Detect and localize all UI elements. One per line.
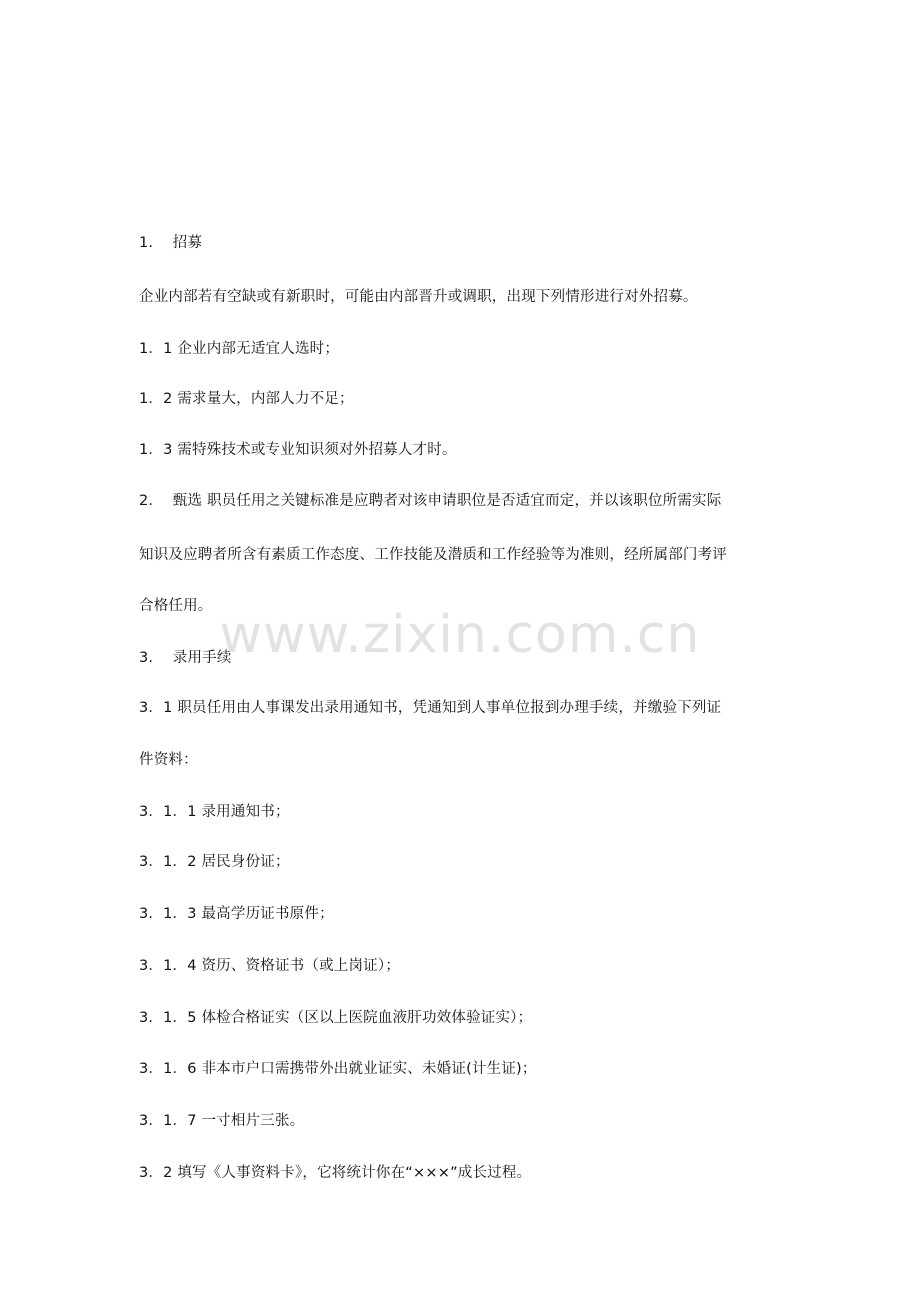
section-2-paragraph-line-2: 知识及应聘者所含有素质工作态度、工作技能及潜质和工作经验等为准则，经所属部门考评 <box>139 547 727 563</box>
item-3-1-5: 3．1．5 体检合格证实（区以上医院血液肝功效体验证实）； <box>139 1010 533 1026</box>
watermark: www.zixin.com.cn <box>219 605 701 665</box>
item-3-1-line-1: 3．1 职员任用由人事课发出录用通知书，凭通知到人事单位报到办理手续，并缴验下列证 <box>139 700 722 716</box>
section-1-intro: 企业内部若有空缺或有新职时，可能由内部晋升或调职，出现下列情形进行对外招募。 <box>139 289 698 305</box>
item-3-1-4: 3．1．4 资历、资格证书（或上岗证）； <box>139 958 401 974</box>
section-1-heading: 1. 招募 <box>139 235 203 251</box>
item-3-1-6: 3．1．6 非本市户口需携带外出就业证实、未婚证(计生证)； <box>139 1061 537 1077</box>
item-3-1-2: 3．1．2 居民身份证； <box>139 854 290 870</box>
item-1-1: 1．1 企业内部无适宜人选时； <box>139 341 340 357</box>
item-3-1-3: 3．1．3 最高学历证书原件； <box>139 906 334 922</box>
section-2-paragraph-line-3: 合格任用。 <box>139 598 213 614</box>
section-3-heading: 3. 录用手续 <box>139 650 232 666</box>
item-3-1-7: 3．1．7 一寸相片三张。 <box>139 1113 305 1129</box>
item-1-2: 1．2 需求量大，内部人力不足； <box>139 391 354 407</box>
section-2-paragraph-line-1: 2. 甄选 职员任用之关键标准是应聘者对该申请职位是否适宜而定，并以该职位所需实际 <box>139 493 722 509</box>
item-3-1-line-2: 件资料： <box>139 752 198 768</box>
item-3-1-1: 3．1．1 录用通知书； <box>139 804 290 820</box>
item-1-3: 1．3 需特殊技术或专业知识须对外招募人才时。 <box>139 442 457 458</box>
item-3-2: 3．2 填写《人事资料卡》，它将统计你在“×××”成长过程。 <box>139 1165 532 1181</box>
